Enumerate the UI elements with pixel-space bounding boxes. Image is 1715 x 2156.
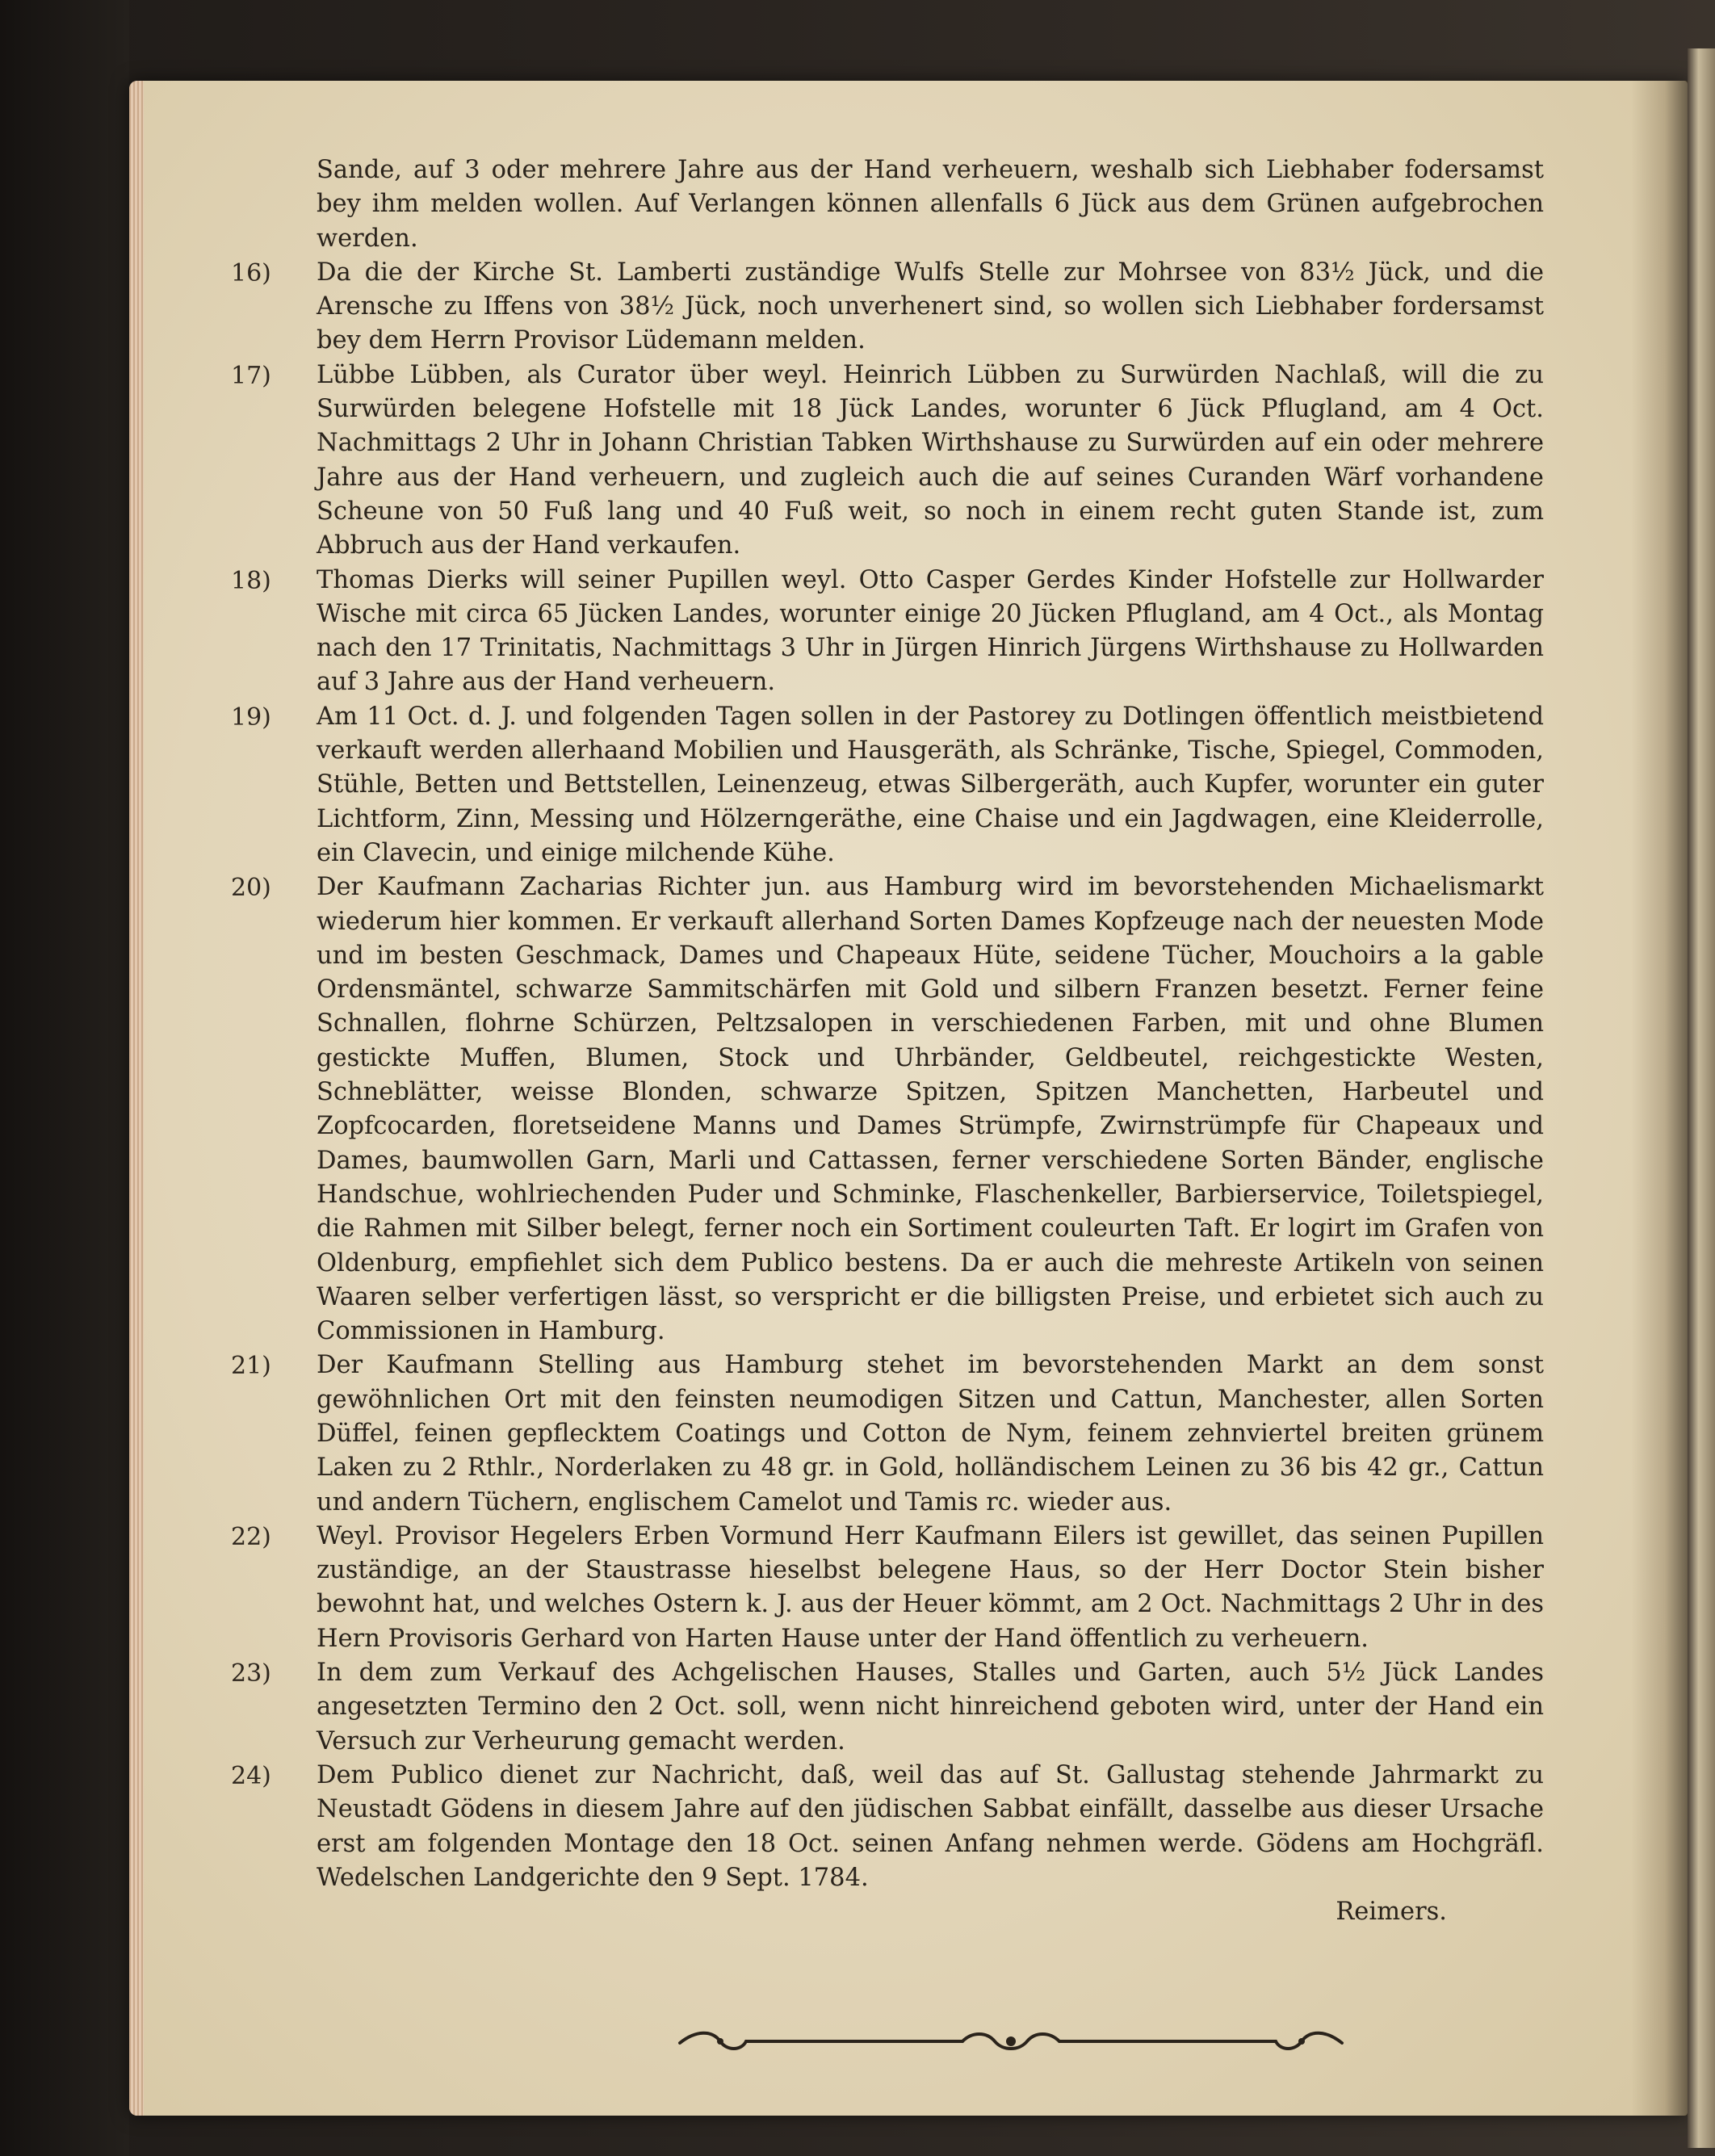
signature: Reimers. [1336,1898,1447,1927]
notice-entry-22 [231,1520,1544,1656]
notice-entry-23 [231,1656,1544,1759]
notice-entry-continuation [317,153,1544,256]
notice-entry-24 [231,1759,1544,1895]
page-gutter-shadow [1631,81,1688,2116]
notice-number: 20) [231,874,271,903]
notice-entry-17 [231,359,1544,564]
notice-text: Sande, auf 3 oder mehrere Jahre aus der Hand verheuern, weshalb sich Liebhaber fodersamst bey ihm melden wollen. Auf Verlangen können allenfalls 6 Jück aus dem Grünen aufgebrochen werden. [317,156,1544,253]
notice-text: Der Kaufmann Stelling aus Hamburg stehet im bevorstehenden Markt an dem sonst gewöhnlichen Ort mit den feinsten neumodigen Sitzen und Cattun, Manchester, allen Sorten Düffel, feinen gepflecktem Coatings und Cotton de Nym, feinem zehnviertel breiten grünem Laken zu 2 Rthlr., Norderlaken zu 48 gr. in Gold, holländischem Leinen zu 36 bis 42 gr., Cattun und andern Tüchern, englischem Camelot und Tamis rc. wieder aus. [317,1351,1544,1516]
notice-number: 16) [231,258,271,287]
notice-number: 18) [231,566,271,595]
notice-text: Am 11 Oct. d. J. und folgenden Tagen sollen in der Pastorey zu Dotlingen öffentlich meistbietend verkauft werden allerhaand Mobilien und Hausgeräth, als Schränke, Tische, Spiegel, Commoden, Stühle, Betten und Bettstellen, Leinenzeug, etwas Silbergeräth, auch Kupfer, worunter ein guter Lichtform, Zinn, Messing und Hölzerngeräthe, eine Chaise und ein Jagdwagen, eine Kleiderrolle, ein Clavecin, und einige milchende Kühe. [317,702,1544,867]
notice-number: 17) [231,361,271,390]
notice-text: Da die der Kirche St. Lamberti zuständige Wulfs Stelle zur Mohrsee von 83½ Jück, und die Arensche zu Iffens von 38½ Jück, noch unverhenert sind, so wollen sich Liebhaber fordersamst bey dem Herrn Provisor Lüdemann melden. [317,258,1544,355]
notice-number: 22) [231,1522,271,1551]
notice-text-block [231,153,1544,1929]
book-cover-edge [0,0,129,2156]
notice-text: Lübbe Lübben, als Curator über weyl. Heinrich Lübben zu Surwürden Nachlaß, will die zu Surwürden belegene Hofstelle mit 18 Jück Landes, worunter 6 Jück Pflugland, am 4 Oct. Nachmittags 2 Uhr in Johann Christian Tabken Wirthshause zu Surwürden auf ein oder mehrere Jahre aus der Hand verheuern, und zugleich auch die auf seines Curanden Wärf vorhandene Scheune von 50 Fuß lang und 40 Fuß weit, so noch in einem recht guten Stande ist, zum Abbruch aus der Hand verkaufen. [317,360,1544,560]
notice-number: 19) [231,703,271,732]
notice-number: 23) [231,1659,271,1688]
notice-text: Weyl. Provisor Hegelers Erben Vormund Herr Kaufmann Eilers ist gewillet, das seinen Pupillen zuständige, an der Staustrasse hieselbst belegene Haus, so der Herr Doctor Stein bisher bewohnt hat, und welches Ostern k. J. aus der Heuer kömmt, am 2 Oct. Nachmittags 2 Uhr in des Hern Provisoris Gerhard von Harten Hause unter der Hand öffentlich zu verheuern. [317,1521,1544,1653]
notice-entry-19 [231,700,1544,870]
notice-text: Thomas Dierks will seiner Pupillen weyl. Otto Casper Gerdes Kinder Hofstelle zur Hollwarder Wische mit circa 65 Jücken Landes, worunter einige 20 Jücken Pflugland, am 4 Oct., als Montag nach den 17 Trinitatis, Nachmittags 3 Uhr in Jürgen Hinrich Jürgens Wirthshause zu Hollwarden auf 3 Jahre aus der Hand verheuern. [317,565,1544,697]
notice-entry-18 [231,564,1544,700]
notice-entry-16 [231,256,1544,359]
notice-text: In dem zum Verkauf des Achgelischen Hauses, Stalles und Garten, auch 5½ Jück Landes angesetzten Termino den 2 Oct. soll, wenn nicht hinreichend geboten wird, unter der Hand ein Versuch zur Verheurung gemacht werden. [317,1659,1544,1755]
decorative-rule-ornament [672,2025,1350,2057]
notice-number: 21) [231,1352,271,1381]
notice-text: Dem Publico dienet zur Nachricht, daß, weil das auf St. Gallustag stehende Jahrmarkt zu Neustadt Gödens in diesem Jahre auf den jüdischen Sabbat einfällt, dasselbe aus dieser Ursache erst am folgenden Montage den 18 Oct. seinen Anfang nehmen werde. Gödens am Hochgräfl. Wedelschen Landgerichte den 9 Sept. 1784. [317,1760,1544,1892]
notice-entry-20 [231,870,1544,1349]
page-edges [129,81,144,2116]
notice-entry-21 [231,1349,1544,1519]
notice-text: Der Kaufmann Zacharias Richter jun. aus Hamburg wird im bevorstehenden Michaelismarkt wiederum hier kommen. Er verkauft allerhand Sorten Dames Kopfzeuge nach der neuesten Mode und im besten Geschmack, Dames und Chapeaux Hüte, seidene Tücher, Mouchoirs a la gable Ordensmäntel, schwarze Sammitschärfen mit Gold und silbern Franzen besetzt. Ferner feine Schnallen, flohrne Schürzen, Peltzsalopen in verschiedenen Farben, mit und ohne Blumen gestickte Muffen, Blumen, Stock und Uhrbänder, Geldbeutel, reichgestickte Westen, Schneblätter, weisse Blonden, schwarze Spitzen, Spitzen Manchetten, Harbeutel und Zopfcocarden, floretseidene Manns und Dames Strümpfe, Zwirnstrümpfe für Chapeaux und Dames, baumwollen Garn, Marli und Cattassen, ferner verschiedene Sorten Bänder, englische Handschue, wohlriechenden Puder und Schminke, Flaschenkeller, Barbierservice, Toiletspiegel, die Rahmen mit Silber belegt, ferner noch ein Sortiment couleurten Taft. Er logirt im Grafen von Oldenburg, empfiehlet sich dem Publico bestens. Da er auch die mehreste Artikeln von seinen Waaren selber verfertigen lässt, so verspricht er die billigsten Preise, und erbietet sich auch zu Commissionen in Hamburg. [317,873,1544,1346]
notice-number: 24) [231,1761,271,1790]
book-spine [1688,48,1715,2148]
